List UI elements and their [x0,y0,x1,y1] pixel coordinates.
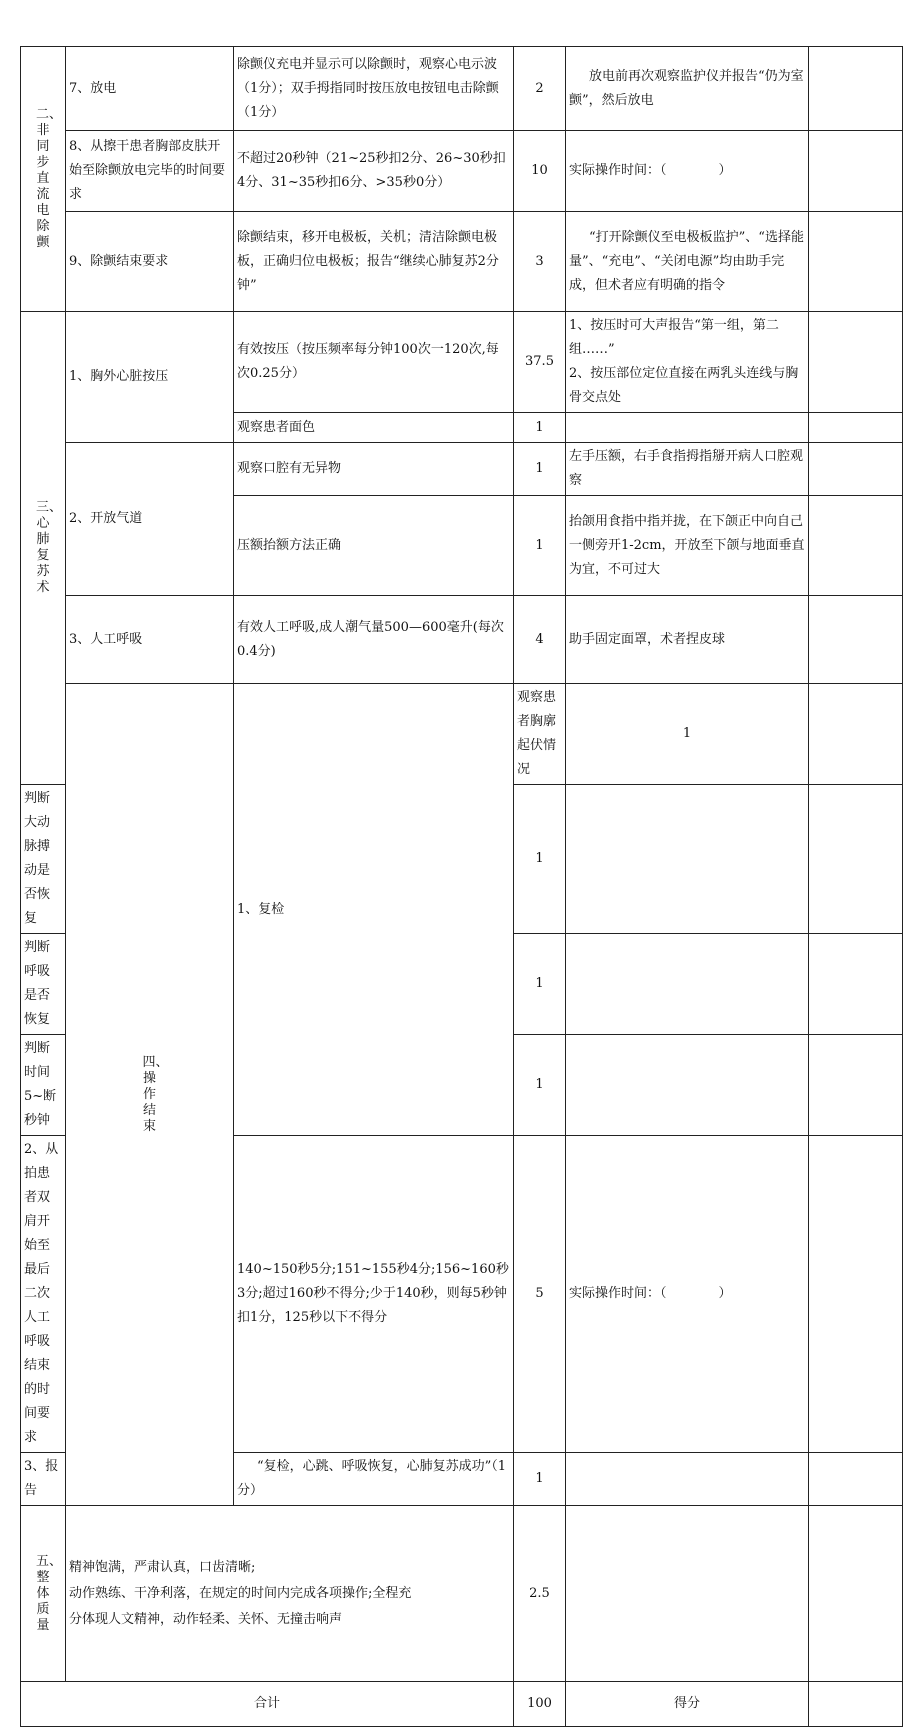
standard-cell: 判断时间5~断秒钟 [21,1035,66,1136]
note-cell [566,1453,809,1506]
section-label: 二、非同步直流电除颤 [21,47,66,312]
result-cell [809,443,903,496]
item-cell: 2、开放气道 [66,443,234,596]
note-cell: 放电前再次观察监护仪并报告“仍为室颤”，然后放电 [566,47,809,131]
score-cell: 1 [514,1453,566,1506]
score-cell: 4 [514,596,566,684]
score-cell: 37.5 [514,312,566,413]
table-row [21,1506,903,1682]
score-cell: 1 [514,934,566,1035]
standard-cell: 判断大动脉搏动是否恢复 [21,785,66,934]
result-cell [809,1506,903,1682]
result-cell [809,1035,903,1136]
score-cell: 1 [514,1035,566,1136]
standard-cell: 不超过20秒钟（21~25秒扣2分、26~30秒扣4分、31~35秒扣6分、>35秒0分） [234,131,514,212]
score-cell: 3 [514,212,566,312]
result-cell [809,312,903,413]
item-cell: 1、复检 [234,684,514,1136]
standard-cell: 压额抬额方法正确 [234,496,514,596]
result-cell [809,1453,903,1506]
score-cell: 2.5 [514,1506,566,1682]
table-row [21,684,903,785]
standard-cell: 有效人工呼吸,成人潮气量500—600毫升(每次0.4分) [234,596,514,684]
quality-line: 精神饱满，严肃认真，口齿清晰; [69,1559,256,1575]
standard-cell: 观察口腔有无异物 [234,443,514,496]
note-cell: 助手固定面罩，术者捏皮球 [566,596,809,684]
section-label: 五、整体质量 [21,1506,66,1682]
standard-cell: “复检，心跳、呼吸恢复，心肺复苏成功”（1分） [234,1453,514,1506]
standard-cell: 观察患者胸廓起伏情况 [514,684,566,785]
total-score: 100 [514,1682,566,1727]
item-cell: 7、放电 [66,47,234,131]
item-cell: 9、除颤结束要求 [66,212,234,312]
result-cell [809,785,903,934]
note-cell: 实际操作时间：（ ） [566,1136,809,1453]
score-cell: 10 [514,131,566,212]
standard-cell: 140~150秒5分;151~155秒4分;156~160秒3分;超过160秒不得分;少于140秒，则每5秒钟扣1分，125秒以下不得分 [234,1136,514,1453]
section-label: 三、心肺复苏术 [21,312,66,785]
result-cell [809,1136,903,1453]
total-row [21,1682,903,1727]
table-row [21,212,903,312]
note-cell [566,1506,809,1682]
quality-line: 动作熟练、干净利落，在规定的时间内完成各项操作;全程充 [69,1585,412,1601]
standard-cell: 观察患者面色 [234,413,514,443]
table-row [21,596,903,684]
total-label: 合计 [21,1682,514,1727]
note-cell: 实际操作时间：（ ） [566,131,809,212]
note-cell [566,934,809,1035]
standard-cell: 有效按压（按压频率每分钟100次一120次,每次0.25分） [234,312,514,413]
note-cell [566,785,809,934]
score-cell: 1 [514,785,566,934]
result-cell [809,496,903,596]
note-cell: 左手压额，右手食指拇指掰开病人口腔观察 [566,443,809,496]
quality-cell [66,1506,514,1682]
standard-cell: 判断呼吸是否恢复 [21,934,66,1035]
section-label: 四、操作结束 [66,684,234,1506]
grading-table [20,46,903,1727]
score-cell: 1 [566,684,809,785]
table-row [21,131,903,212]
item-cell: 3、报告 [21,1453,66,1506]
item-cell: 1、胸外心脏按压 [66,312,234,443]
quality-line: 分体现人文精神，动作轻柔、关怀、无撞击响声 [69,1611,343,1627]
result-cell [809,934,903,1035]
item-cell: 2、从拍患者双肩开始至最后二次人工呼吸结束的时间要求 [21,1136,66,1453]
note-cell: “打开除颤仪至电极板监护”、“选择能量”、“充电”、“关闭电源”均由助手完成，但术者应有明确的指令 [566,212,809,312]
note-cell [566,1035,809,1136]
table-row [21,312,903,413]
score-cell: 1 [514,443,566,496]
item-cell: 8、从擦干患者胸部皮肤开始至除颤放电完毕的时间要求 [66,131,234,212]
score-cell: 1 [514,496,566,596]
got-score-value [809,1682,903,1727]
result-cell [809,212,903,312]
result-cell [809,131,903,212]
note-cell: 抬颌用食指中指并拢，在下颌正中向自己一侧旁开1-2cm，开放至下颌与地面垂直为宜，不可过大 [566,496,809,596]
item-cell: 3、人工呼吸 [66,596,234,684]
score-cell: 5 [514,1136,566,1453]
standard-cell: 除颤仪充电并显示可以除颤时，观察心电示波（1分）；双手拇指同时按压放电按钮电击除颤（1分） [234,47,514,131]
score-cell: 2 [514,47,566,131]
result-cell [809,596,903,684]
result-cell [809,47,903,131]
note-cell [566,413,809,443]
standard-cell: 除颤结束，移开电极板，关机；清洁除颤电极板，正确归位电极板；报告“继续心肺复苏2分钟” [234,212,514,312]
table-row [21,47,903,131]
result-cell [809,413,903,443]
score-cell: 1 [514,413,566,443]
note-cell: 1、按压时可大声报告“第一组，第二组……” 2、按压部位定位直接在两乳头连线与胸骨交点处 [566,312,809,413]
got-score-label: 得分 [566,1682,809,1727]
table-row [21,443,903,496]
note-cell [809,684,903,785]
